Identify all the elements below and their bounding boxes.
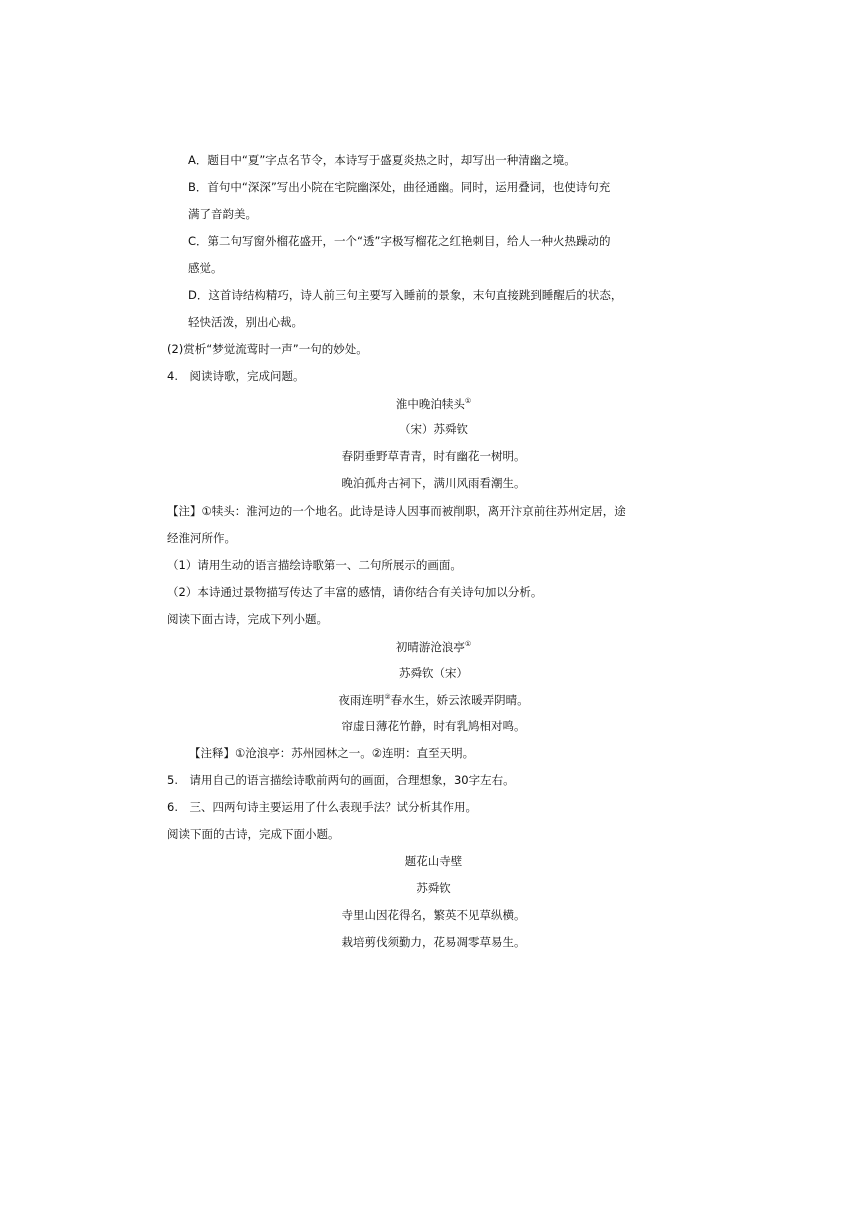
- poem-title: [0, 641, 867, 653]
- poem-annotation: 【注释】①沧浪亭：苏州园林之一。②连明：直至天明。: [189, 746, 475, 760]
- q3-option-d-line2: 轻快活泼，别出心裁。: [188, 315, 303, 329]
- poem-line-part: 夜雨连明: [338, 692, 385, 707]
- q3-option-d-line1: D．这首诗结构精巧，诗人前三句主要写入睡前的景象，末句直接跳到睡醒后的状态，: [188, 288, 623, 302]
- poem-title-text: 初晴游沧浪亭: [395, 639, 465, 654]
- question-4-stem: 4. 阅读诗歌，完成问题。: [167, 369, 305, 383]
- poem-author: 苏舜钦: [416, 881, 451, 895]
- footnote-marker: ①: [464, 397, 472, 405]
- poem-line: 栽培剪伐须勤力，花易凋零草易生。: [341, 935, 526, 949]
- reading-intro: 阅读下面古诗，完成下列小题。: [167, 612, 328, 626]
- reading-intro: 阅读下面的古诗，完成下面小题。: [167, 827, 340, 841]
- poem-line: 春阴垂野草青青，时有幽花一树明。: [341, 449, 526, 463]
- poem-line-part: 春水生，娇云浓暖弄阴晴。: [390, 692, 529, 707]
- poem-author: 苏舜钦（宋）: [399, 666, 468, 680]
- q3-option-b-line2: 满了音韵美。: [188, 207, 257, 221]
- question-4-subquestion-2: （2）本诗通过景物描写传达了丰富的感情，请你结合有关诗句加以分析。: [167, 585, 543, 599]
- poem-line: 帘虚日薄花竹静，时有乳鸠相对鸣。: [341, 719, 526, 733]
- poem-line: 晚泊孤舟古祠下，满川风雨看潮生。: [341, 476, 526, 490]
- q3-subquestion-2: (2)赏析“梦觉流莺时一声”一句的妙处。: [167, 342, 368, 356]
- q3-option-a: A．题目中“夏”字点名节令，本诗写于盛夏炎热之时，却写出一种清幽之境。: [188, 153, 576, 167]
- question-5: 5. 请用自己的语言描绘诗歌前两句的画面，合理想象，30字左右。: [167, 773, 515, 787]
- q3-option-c-line1: C．第二句写窗外榴花盛开，一个“透”字极写榴花之红艳刺目，给人一种火热躁动的: [188, 234, 611, 248]
- poem-author: （宋）苏舜钦: [399, 422, 468, 436]
- footnote-marker: ①: [464, 640, 472, 648]
- poem-title: [0, 398, 867, 410]
- question-4-subquestion-1: （1）请用生动的语言描绘诗歌第一、二句所展示的画面。: [167, 558, 462, 572]
- footnote-marker: ②: [384, 693, 391, 701]
- poem-note-line2: 经淮河所作。: [167, 531, 236, 545]
- question-6: 6. 三、四两句诗主要运用了什么表现手法？试分析其作用。: [167, 800, 477, 814]
- poem-title: 题花山寺壁: [404, 854, 463, 868]
- q3-option-b-line1: B．首句中“深深”写出小院在宅院幽深处，曲径通幽。同时，运用叠词，也使诗句充: [188, 180, 611, 194]
- poem-note-line1: 【注】①犊头：淮河边的一个地名。此诗是诗人因事而被削职，离开汴京前往苏州定居，途: [167, 504, 626, 518]
- poem-line: [0, 694, 867, 706]
- q3-option-c-line2: 感觉。: [188, 261, 223, 275]
- poem-title-text: 淮中晚泊犊头: [395, 396, 465, 411]
- poem-line: 寺里山因花得名，繁英不见草纵横。: [341, 908, 526, 922]
